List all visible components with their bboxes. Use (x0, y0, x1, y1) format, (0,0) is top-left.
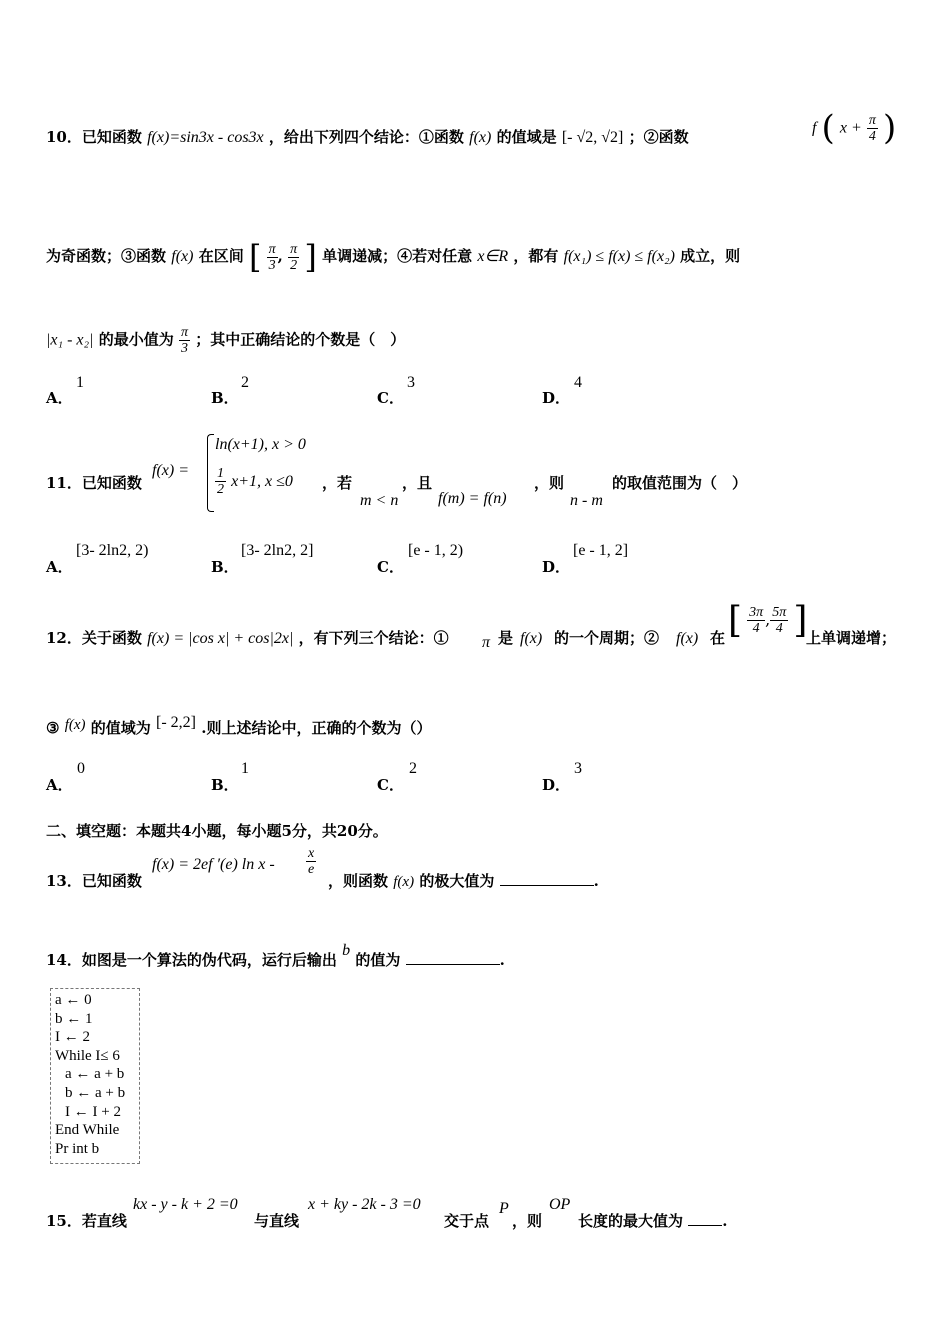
q10-fx: f(x) (171, 248, 194, 265)
q12-line2 (46, 714, 431, 738)
q10-shift-pi: π (868, 112, 876, 128)
q10-fx: f(x) (469, 129, 492, 146)
q10-range: [- √2, √2] (561, 129, 624, 146)
q14-text: 的值为 (355, 951, 401, 969)
q10-option-a-value[interactable]: 1 (76, 374, 84, 391)
q13-rest (328, 870, 599, 891)
q14-end: . (499, 951, 505, 969)
q14-answer-blank[interactable] (406, 952, 500, 965)
q11-qie: ，且 (402, 474, 433, 492)
q12-option-b-label[interactable]: B． (211, 776, 239, 794)
q12-option-d-value[interactable]: 3 (574, 760, 582, 777)
code-line: a ← 0 (55, 992, 92, 1008)
q13-prefix: 13．已知函数 (46, 872, 142, 890)
q15-line2-eq: x + ky - 2k - 3 =0 (308, 1196, 421, 1213)
code-line: While I≤ 6 (55, 1047, 120, 1064)
q12-option-a-value[interactable]: 0 (77, 760, 85, 777)
q11-f-eq: f(x) = (152, 462, 189, 479)
q10-inequality: f(x₁) ≤ f(x) ≤ f(x₂) (563, 248, 675, 265)
q13-text: 的极大值为 (419, 872, 495, 890)
code-line: b ← 1 (55, 1010, 93, 1027)
q11-case2-num: 1 (217, 466, 224, 481)
q10-text: 成立，则 (680, 247, 741, 265)
q13-frac (306, 846, 316, 877)
q10-x-in-r: x∈R (477, 248, 509, 265)
q10-shift-f: f (812, 119, 817, 137)
q10-text: 的最小值为 (98, 330, 174, 349)
q11-cond1: m < n (360, 492, 399, 509)
q10-shift-four: 4 (868, 128, 876, 144)
q10-function: f(x)=sin3x - cos3x (147, 129, 264, 146)
q10-option-d-label[interactable]: D． (542, 389, 571, 407)
q14-prefix: 14．如图是一个算法的伪代码，运行后输出 (46, 951, 337, 969)
q11-ze: ，则 (534, 474, 565, 492)
pseudocode-box (50, 988, 140, 1164)
q15-prefix: 15．若直线 (46, 1212, 127, 1230)
q11-option-d-label[interactable]: D． (542, 558, 571, 576)
q11-option-c-value[interactable]: [e - 1, 2) (408, 542, 464, 559)
q15-line1-eq: kx - y - k + 2 =0 (133, 1196, 238, 1213)
q11-option-d-value[interactable]: [e - 1, 2] (573, 542, 629, 559)
q11-tail: 的取值范围为（ ） (612, 474, 748, 492)
q10-shift-arg: x + (839, 119, 862, 137)
q11-case1: ln(x+1), x > 0 (215, 436, 306, 453)
q15-text: 长度的最大值为 (578, 1212, 684, 1230)
q12-shi: 是 (498, 629, 514, 647)
q10-text: 为奇函数；③函数 (46, 247, 167, 265)
q11-option-a-label[interactable]: A． (46, 558, 73, 576)
q10-text: 单调递减；④若对任意 (322, 247, 473, 265)
section-heading: 二、填空题：本题共4小题，每小题5分，共20分。 (46, 822, 388, 840)
q10-option-c-label[interactable]: C． (377, 389, 404, 407)
q11-brace (207, 434, 214, 512)
q12-zai: 在 (710, 629, 726, 647)
q10-interval-b-num: π (290, 241, 298, 257)
q10-option-d-value[interactable]: 4 (574, 374, 582, 391)
q11-ruo: ，若 (322, 474, 353, 492)
q10-interval-a-num: π (268, 241, 276, 257)
q12-iv-b-den: 4 (775, 621, 783, 636)
q10-text: ，都有 (513, 247, 559, 265)
code-line: I ← 2 (55, 1029, 90, 1046)
q15-point-p: P (499, 1200, 509, 1217)
q10-min-num: π (180, 325, 188, 340)
q11-option-c-label[interactable]: C． (377, 558, 404, 576)
q12-function: f(x) = |cos x| + cos|2x| (147, 630, 294, 647)
q14-line (46, 942, 505, 970)
q13-end: . (593, 872, 599, 890)
q12-fx: f(x) (64, 717, 86, 733)
q15-op: OP (549, 1196, 571, 1213)
q13-frac-num: x (308, 846, 315, 861)
q12-fx: f(x) (520, 630, 543, 647)
q12-iv-a-num: 3π (749, 605, 764, 620)
q12-prefix: 12．关于函数 (46, 629, 142, 647)
q12-text: ③ (46, 719, 60, 737)
q13-frac-den: e (308, 862, 315, 877)
q12-option-a-label[interactable]: A． (46, 776, 73, 794)
q15-ze: ，则 (512, 1212, 543, 1230)
code-line: b ← a + b (65, 1084, 126, 1101)
q15-jiao: 交于点 (444, 1212, 490, 1230)
q10-text: ，给出下列四个结论：①函数 (268, 128, 464, 146)
q12-interval: [ $\frac{3\pi}{4}$ , $\frac{5\pi}{4}$ ] (728, 600, 808, 641)
q12-option-c-value[interactable]: 2 (409, 760, 417, 777)
q12-iv-b-num: 5π (772, 605, 787, 620)
q11-case2-den: 2 (217, 482, 224, 497)
q11-prefix-line (46, 472, 142, 493)
code-line: a ← a + b (65, 1066, 125, 1083)
q11-option-b-value[interactable]: [3- 2ln2, 2] (241, 542, 314, 559)
q10-interval-a-den: 3 (268, 257, 276, 273)
q12-line1 (46, 627, 449, 648)
q10-option-c-value[interactable]: 3 (407, 374, 415, 391)
q10-text: 在区间 (198, 247, 244, 265)
q11-cond2: f(m) = f(n) (438, 490, 507, 507)
q10-option-a-label[interactable]: A． (46, 389, 73, 407)
q13-text: ，则函数 (328, 872, 389, 890)
q12-option-c-label[interactable]: C． (377, 776, 404, 794)
q10-line3 (46, 325, 405, 356)
q12-range: [- 2,2] (156, 714, 196, 731)
q11-expr: n - m (570, 492, 603, 509)
q10-line1 (46, 126, 689, 147)
q15-mid: 与直线 (254, 1212, 300, 1230)
q10-text: ；②函数 (628, 128, 689, 146)
q15-answer-blank[interactable] (688, 1213, 722, 1226)
q12-option-b-value[interactable]: 1 (241, 760, 249, 777)
q12-pi: π (482, 634, 491, 651)
q11-case2 (215, 466, 293, 497)
q11-option-a-value[interactable]: [3- 2ln2, 2) (76, 542, 149, 559)
q12-fx: f(x) (676, 630, 699, 647)
q10-prefix: 10．已知函数 (46, 128, 142, 146)
q10-shift-expr: f ( x + $\frac{\pi}{4}$ ) (812, 108, 897, 148)
code-line: Pr int b (55, 1140, 100, 1157)
q10-text: ；其中正确结论的个数是（ ） (195, 330, 406, 349)
q13-function: f(x) = 2ef ′(e) ln x - (152, 856, 275, 873)
q13-answer-blank[interactable] (500, 873, 594, 886)
q12-text: .则上述结论中，正确的个数为（） (201, 719, 432, 737)
q12-option-d-label[interactable]: D． (542, 776, 571, 794)
q13-fx: f(x) (393, 874, 415, 890)
q10-min-den: 3 (180, 341, 188, 356)
q12-text: ，有下列三个结论：① (298, 629, 449, 647)
q10-option-b-value[interactable]: 2 (241, 374, 249, 391)
q10-option-b-label[interactable]: B． (211, 389, 239, 407)
q11-option-b-label[interactable]: B． (211, 558, 239, 576)
q11-case2-rest: x+1, x ≤0 (231, 473, 293, 490)
q10-abs-diff: |x₁ - x₂| (46, 331, 94, 349)
code-line: I ← I + 2 (65, 1103, 121, 1120)
q10-interval-b-den: 2 (290, 257, 298, 273)
code-line: End While (55, 1122, 120, 1139)
q15-end: . (722, 1212, 728, 1230)
q15-tail (578, 1210, 727, 1231)
q10-line2: 为奇函数；③函数 f(x) 在区间 [ $\frac{\pi}{3}$ , $\frac{\pi}{2}$ ] 单调递减；④若对任意 x∈R ，都有 f(x₁) ≤ f(x) ≤ f(x₂) 成立，则 (46, 238, 741, 276)
q11-prefix: 11．已知函数 (46, 474, 142, 492)
q12-period: 的一个周期；② (554, 629, 660, 647)
q12-text: 的值域为 (90, 719, 151, 737)
q12-iv-a-den: 4 (752, 621, 760, 636)
q10-text: 的值域是 (496, 128, 557, 146)
q14-b: b (342, 942, 351, 959)
q12-inc: 上单调递增； (806, 629, 897, 647)
